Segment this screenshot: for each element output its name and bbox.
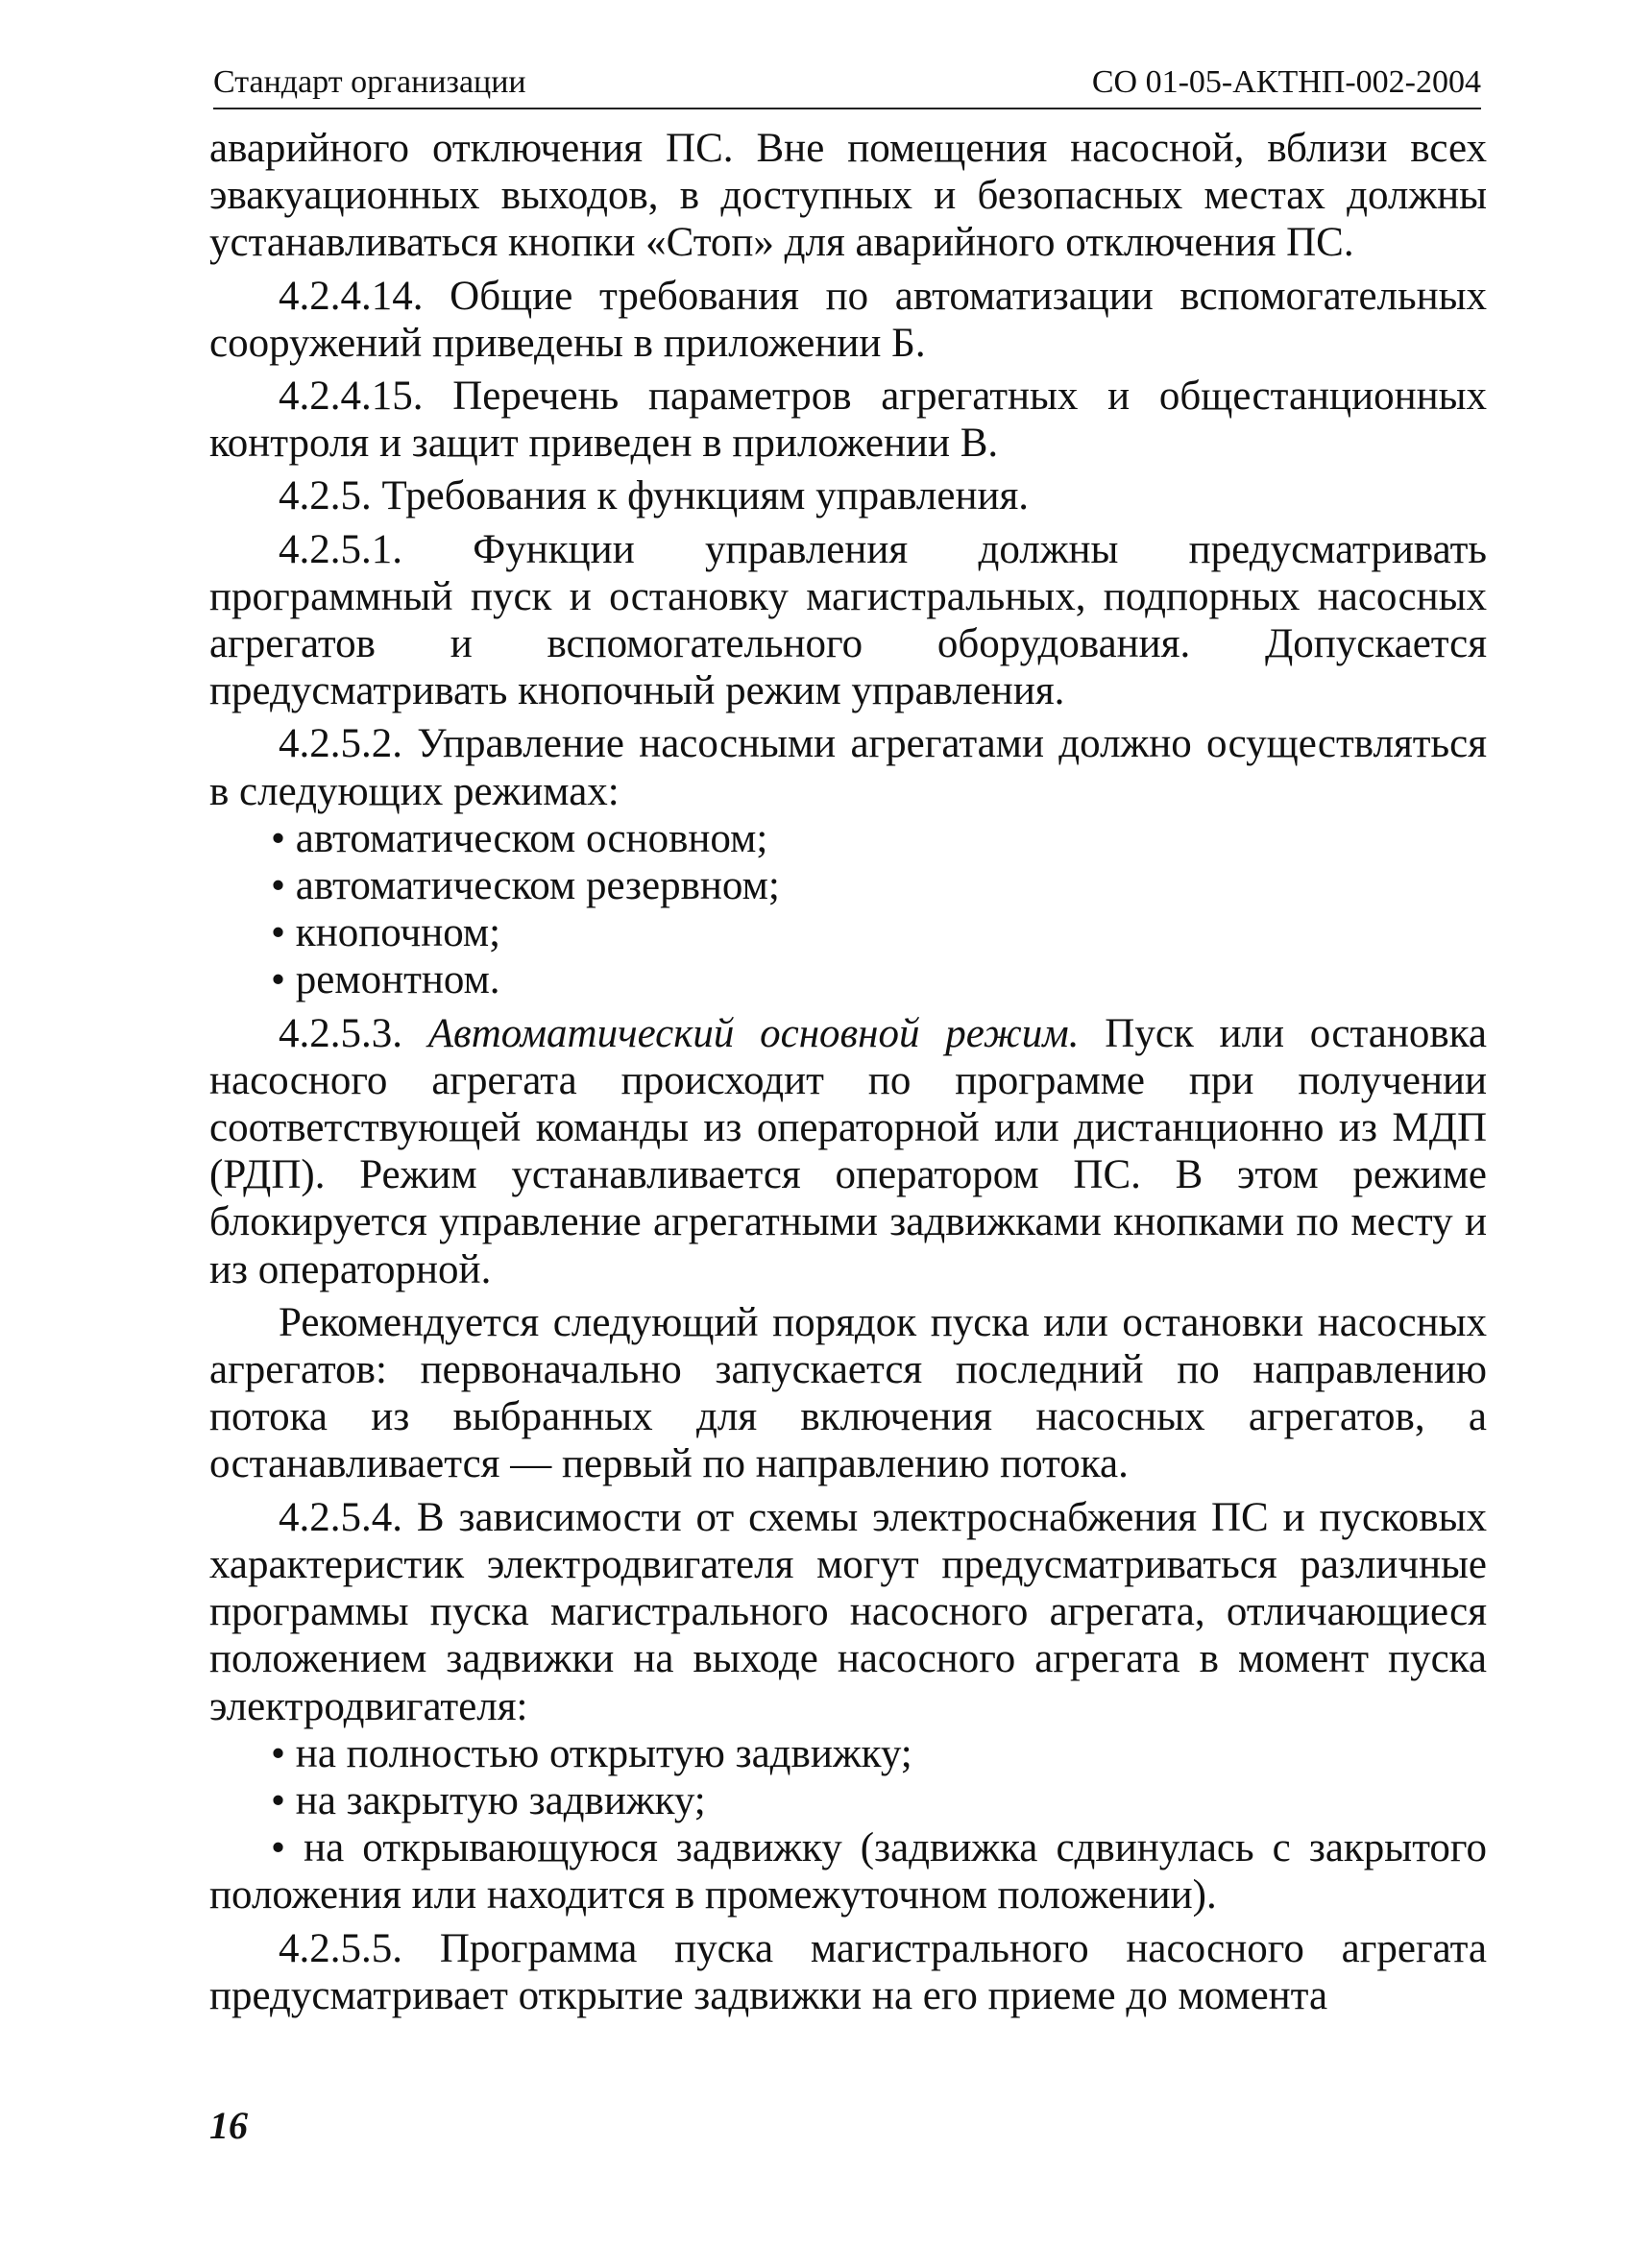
header-document-code: СО 01-05-АКТНП-002-2004 bbox=[1091, 64, 1481, 100]
list-item-valve: • на открывающуюся задвижку (задвижка сдвинулась с закрытого положения или находится в промежуточном положении). bbox=[209, 1825, 1487, 1918]
clause-number: 4.2.5.3. bbox=[279, 1010, 402, 1056]
paragraph-4-2-5-4: 4.2.5.4. В зависимости от схемы электроснабжения ПС и пусковых характеристик электродвигателя могут предусматриваться различные программы пуска магистрального насосного агрегата, отличающиеся положением задвижки на выходе насосного агрегата в момент пуска электродвигателя: bbox=[209, 1494, 1487, 1729]
list-item-valve: • на полностью открытую задвижку; bbox=[271, 1730, 912, 1776]
page-body bbox=[209, 125, 1487, 2019]
clause-text: Пуск или остановка насосного агрегата происходит по программе при получении соответствующей команды из операторной или дистанционно из МДП (РДП). Режим устанавливается оператором ПС. В этом режиме блокируется управление агрегатными задвижками кнопками по месту и из операторной. bbox=[209, 1010, 1488, 1292]
paragraph-4-2-4-15: 4.2.4.15. Перечень параметров агрегатных и общестанционных контроля и защит приведен в приложении В. bbox=[209, 374, 1487, 467]
paragraph-4-2-5-2: 4.2.5.2. Управление насосными агрегатами должно осуществляться в следующих режимах: bbox=[209, 721, 1487, 814]
paragraph-4-2-5-5: 4.2.5.5. Программа пуска магистрального насосного агрегата предусматривает открытие задвижки на его приеме до момента bbox=[209, 1925, 1487, 2018]
header-organization-standard: Стандарт организации bbox=[213, 64, 526, 100]
paragraph-4-2-4-14: 4.2.4.14. Общие требования по автоматизации вспомогательных сооружений приведены в приложении Б. bbox=[209, 273, 1487, 366]
paragraph-4-2-5-3 bbox=[209, 1010, 1487, 1293]
list-item-mode: • ремонтном. bbox=[271, 957, 500, 1003]
page-number: 16 bbox=[209, 2104, 248, 2147]
list-item-mode: • кнопочном; bbox=[271, 910, 501, 956]
list-item-mode: • автоматическом основном; bbox=[271, 815, 768, 861]
section-heading-4-2-5: 4.2.5. Требования к функциям управления. bbox=[279, 473, 1029, 519]
paragraph-4-2-5-1: 4.2.5.1. Функции управления должны предусматривать программный пуск и остановку магистральных, подпорных насосных агрегатов и вспомогательного оборудования. Допускается предусматривать кнопочный режим управления. bbox=[209, 526, 1487, 714]
paragraph: аварийного отключения ПС. Вне помещения насосной, вблизи всех эвакуационных выходов, в доступных и безопасных местах должны устанавливаться кнопки «Стоп» для аварийного отключения ПС. bbox=[209, 126, 1487, 266]
italic-term: Автоматический основной режим. bbox=[427, 1010, 1080, 1056]
page-header bbox=[213, 60, 1481, 109]
list-item-mode: • автоматическом резервном; bbox=[271, 863, 780, 909]
list-item-valve: • на закрытую задвижку; bbox=[271, 1777, 706, 1823]
paragraph-recommendation: Рекомендуется следующий порядок пуска или остановки насосных агрегатов: первоначально запускается последний по направлению потока из выбранных для включения насосных агрегатов, а останавливается — первый по направлению потока. bbox=[209, 1299, 1487, 1487]
